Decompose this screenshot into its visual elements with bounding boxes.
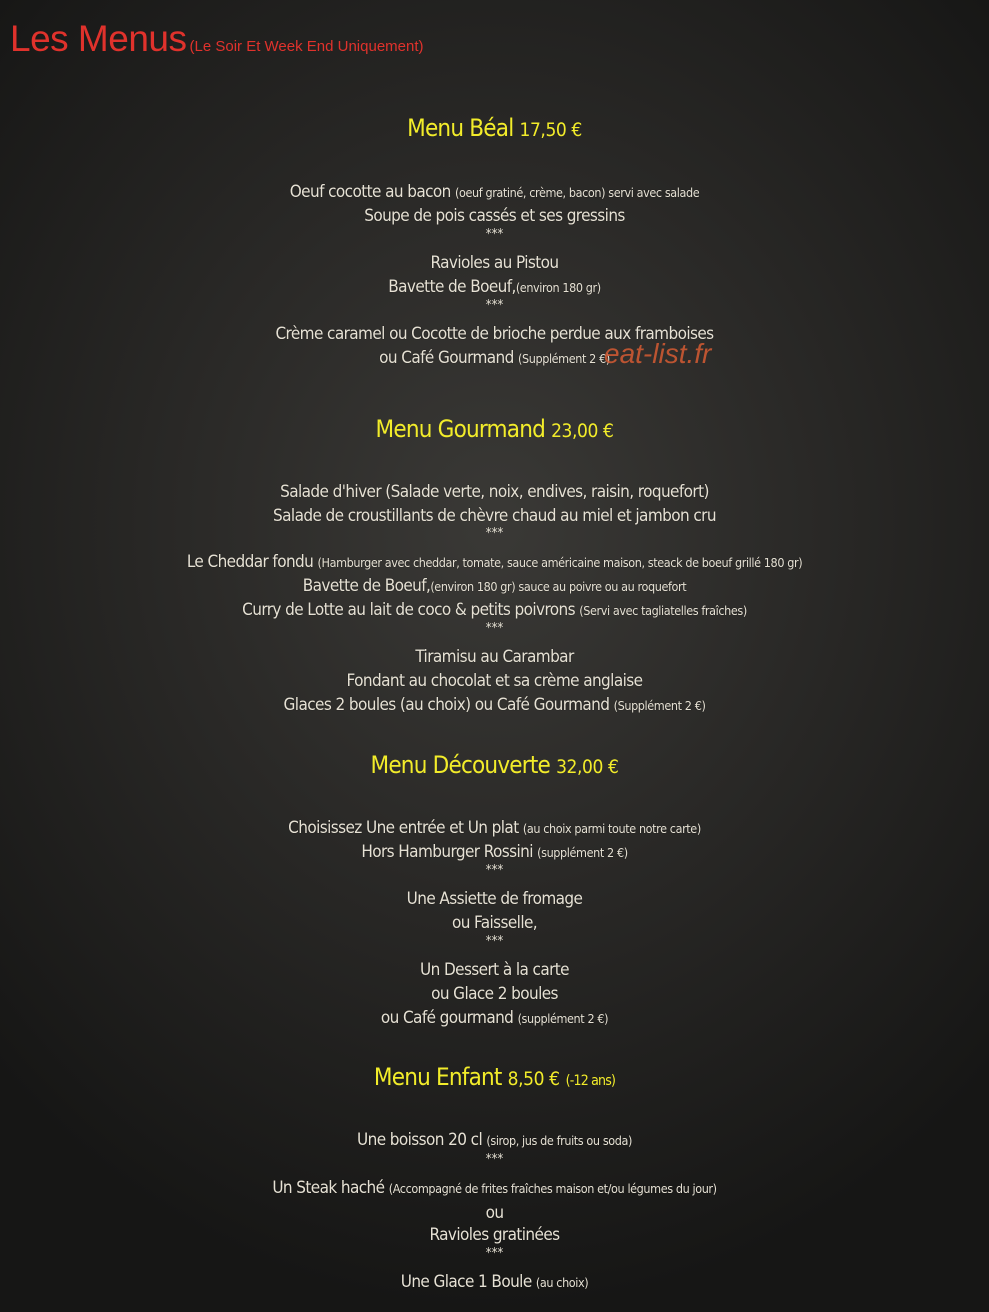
page-header xyxy=(10,18,424,60)
menu-line: Choisissez Une entrée et Un plat (au choix parmi toute notre carte) xyxy=(288,818,701,838)
menu-title-gourmand xyxy=(0,415,989,443)
separator: *** xyxy=(485,1246,504,1261)
menu-line: Glaces 2 boules (au choix) ou Café Gourmand (Supplément 2 €) xyxy=(283,695,706,715)
menu-line: Crème caramel ou Cocotte de brioche perdue aux framboises xyxy=(275,324,714,344)
menu-line: ou Café Gourmand (Supplément 2 €) xyxy=(379,348,610,368)
page-subtitle: (Le Soir Et Week End Uniquement) xyxy=(189,38,424,55)
watermark-logo: eat-list.fr xyxy=(604,338,712,369)
separator: *** xyxy=(485,526,504,541)
separator: *** xyxy=(485,298,504,313)
separator: *** xyxy=(485,1152,504,1167)
menu-name: Menu Enfant xyxy=(373,1063,502,1091)
menu-line: Une Assiette de fromage xyxy=(406,889,583,909)
menu-line: Une boisson 20 cl (sirop, jus de fruits ou soda) xyxy=(357,1130,632,1150)
menu-line: Ravioles gratinées xyxy=(429,1225,560,1245)
menu-line: Le Cheddar fondu (Hamburger avec cheddar, tomate, sauce américaine maison, steack de boeuf grillé 180 gr) xyxy=(186,552,803,572)
menu-title-enfant xyxy=(0,1063,989,1091)
separator: *** xyxy=(485,863,504,878)
separator: *** xyxy=(485,621,504,636)
menu-title-beal xyxy=(0,114,989,142)
menu-price: 17,50 € xyxy=(519,119,582,141)
menu-name: Menu Gourmand xyxy=(375,415,545,443)
menu-line: Salade de croustillants de chèvre chaud au miel et jambon cru xyxy=(273,506,716,526)
menu-line: Bavette de Boeuf,(environ 180 gr) sauce au poivre ou au roquefort xyxy=(302,576,687,596)
menu-line: Oeuf cocotte au bacon (oeuf gratiné, crème, bacon) servi avec salade xyxy=(289,182,700,202)
menu-line: Un Steak haché (Accompagné de frites fraîches maison et/ou légumes du jour) xyxy=(272,1178,717,1198)
menu-line: Un Dessert à la carte xyxy=(420,960,569,980)
menu-line: Ravioles au Pistou xyxy=(430,253,559,273)
menu-line: Bavette de Boeuf,(environ 180 gr) xyxy=(388,277,601,297)
menu-line: Soupe de pois cassés et ses gressins xyxy=(364,206,625,226)
menu-title-decouverte xyxy=(0,751,989,779)
separator: *** xyxy=(485,934,504,949)
menu-line: Fondant au chocolat et sa crème anglaise xyxy=(346,671,643,691)
menu-line: Hors Hamburger Rossini (supplément 2 €) xyxy=(361,842,628,862)
menu-line: ou Café gourmand (supplément 2 €) xyxy=(380,1008,609,1028)
menu-price: 32,00 € xyxy=(556,756,619,778)
separator: *** xyxy=(485,227,504,242)
menu-name: Menu Béal xyxy=(407,114,514,142)
menu-line: Curry de Lotte au lait de coco & petits poivrons (Servi avec tagliatelles fraîches) xyxy=(242,600,747,620)
menu-price: 8,50 € xyxy=(507,1068,560,1090)
menu-line: ou Faisselle, xyxy=(451,913,538,933)
menu-line: Salade d'hiver (Salade verte, noix, endives, raisin, roquefort) xyxy=(280,482,709,502)
menu-line: Une Glace 1 Boule (au choix) xyxy=(400,1272,589,1292)
menu-price: 23,00 € xyxy=(551,420,614,442)
menu-line: ou xyxy=(485,1203,504,1223)
menu-line: ou Glace 2 boules xyxy=(431,984,558,1004)
page-title: Les Menus xyxy=(10,18,187,59)
menu-name: Menu Découverte xyxy=(370,751,551,779)
menu-line: Tiramisu au Carambar xyxy=(415,647,574,667)
menu-age-note: (-12 ans) xyxy=(565,1073,616,1089)
